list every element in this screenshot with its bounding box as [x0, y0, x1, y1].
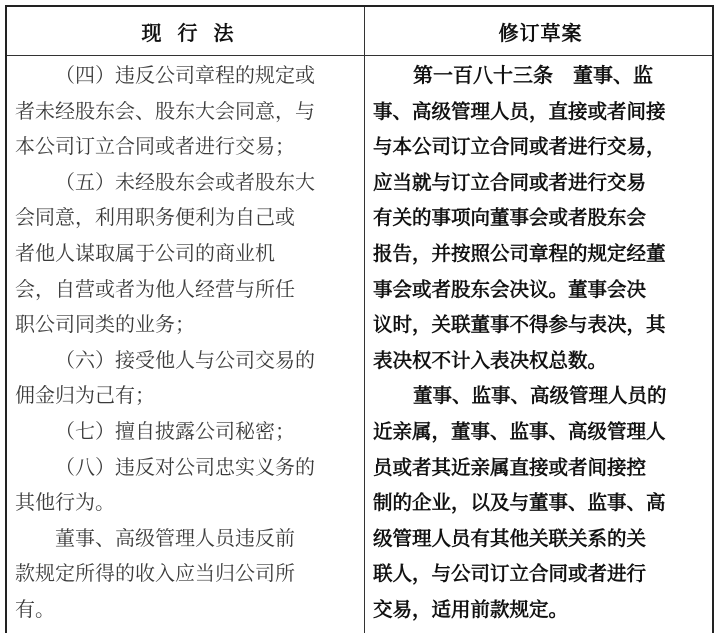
current-law-line: 董事、高级管理人员违反前: [55, 525, 295, 550]
current-law-line: 款规定所得的收入应当归公司所: [15, 561, 295, 586]
current-law-line: （六）接受他人与公司交易的: [55, 347, 315, 372]
draft-line: 员或者其近亲属直接或者间接控: [373, 455, 647, 479]
comparison-table: [5, 5, 714, 633]
current-law-column: [15, 7, 360, 633]
draft-line: 董事、监事、高级管理人员的: [413, 384, 667, 408]
draft-line: 议时，关联董事不得参与表决，其: [373, 313, 666, 337]
draft-line: 与本公司订立合同或者进行交易，: [373, 135, 666, 159]
draft-line: 近亲属，董事、监事、高级管理人: [373, 419, 666, 443]
draft-line: 制的企业，以及与董事、监事、高: [373, 491, 666, 515]
current-law-line: 有。: [15, 596, 55, 621]
column-divider: [364, 7, 365, 633]
current-law-line: 者未经股东会、股东大会同意，与: [15, 98, 315, 123]
draft-amendment-column: [373, 7, 708, 633]
draft-amendment-header: 修订草案: [498, 20, 583, 45]
current-law-line: （五）未经股东会或者股东大: [55, 169, 315, 194]
draft-line: 表决权不计入表决权总数。: [373, 348, 608, 372]
draft-line: 第一百八十三条 董事、监: [413, 63, 653, 87]
current-law-line: 会，自营或者为他人经营与所任: [15, 276, 295, 301]
current-law-line: （七）擅自披露公司秘密；: [55, 418, 295, 443]
draft-line: 事、高级管理人员，直接或者间接: [373, 99, 666, 123]
current-law-line: 会同意，利用职务便利为自己或: [15, 205, 295, 230]
draft-line: 交易，适用前款规定。: [373, 597, 569, 621]
current-law-line: 其他行为。: [15, 490, 115, 515]
draft-line: 级管理人员有其他关联关系的关: [373, 526, 647, 550]
draft-line: 报告，并按照公司章程的规定经董: [373, 241, 666, 265]
current-law-line: （四）违反公司章程的规定或: [55, 63, 315, 87]
current-law-header: 现行法: [141, 20, 250, 45]
draft-line: 有关的事项向董事会或者股东会: [373, 206, 647, 230]
current-law-line: （八）违反对公司忠实义务的: [55, 454, 315, 479]
current-law-line: 本公司订立合同或者进行交易；: [15, 134, 295, 159]
draft-line: 事会或者股东会决议。董事会决: [373, 277, 647, 301]
current-law-line: 职公司同类的业务；: [15, 312, 195, 337]
current-law-line: 佣金归为己有；: [15, 383, 155, 408]
draft-line: 应当就与订立合同或者进行交易: [373, 170, 647, 194]
current-law-line: 者他人谋取属于公司的商业机: [15, 240, 275, 265]
draft-line: 联人，与公司订立合同或者进行: [373, 562, 647, 586]
